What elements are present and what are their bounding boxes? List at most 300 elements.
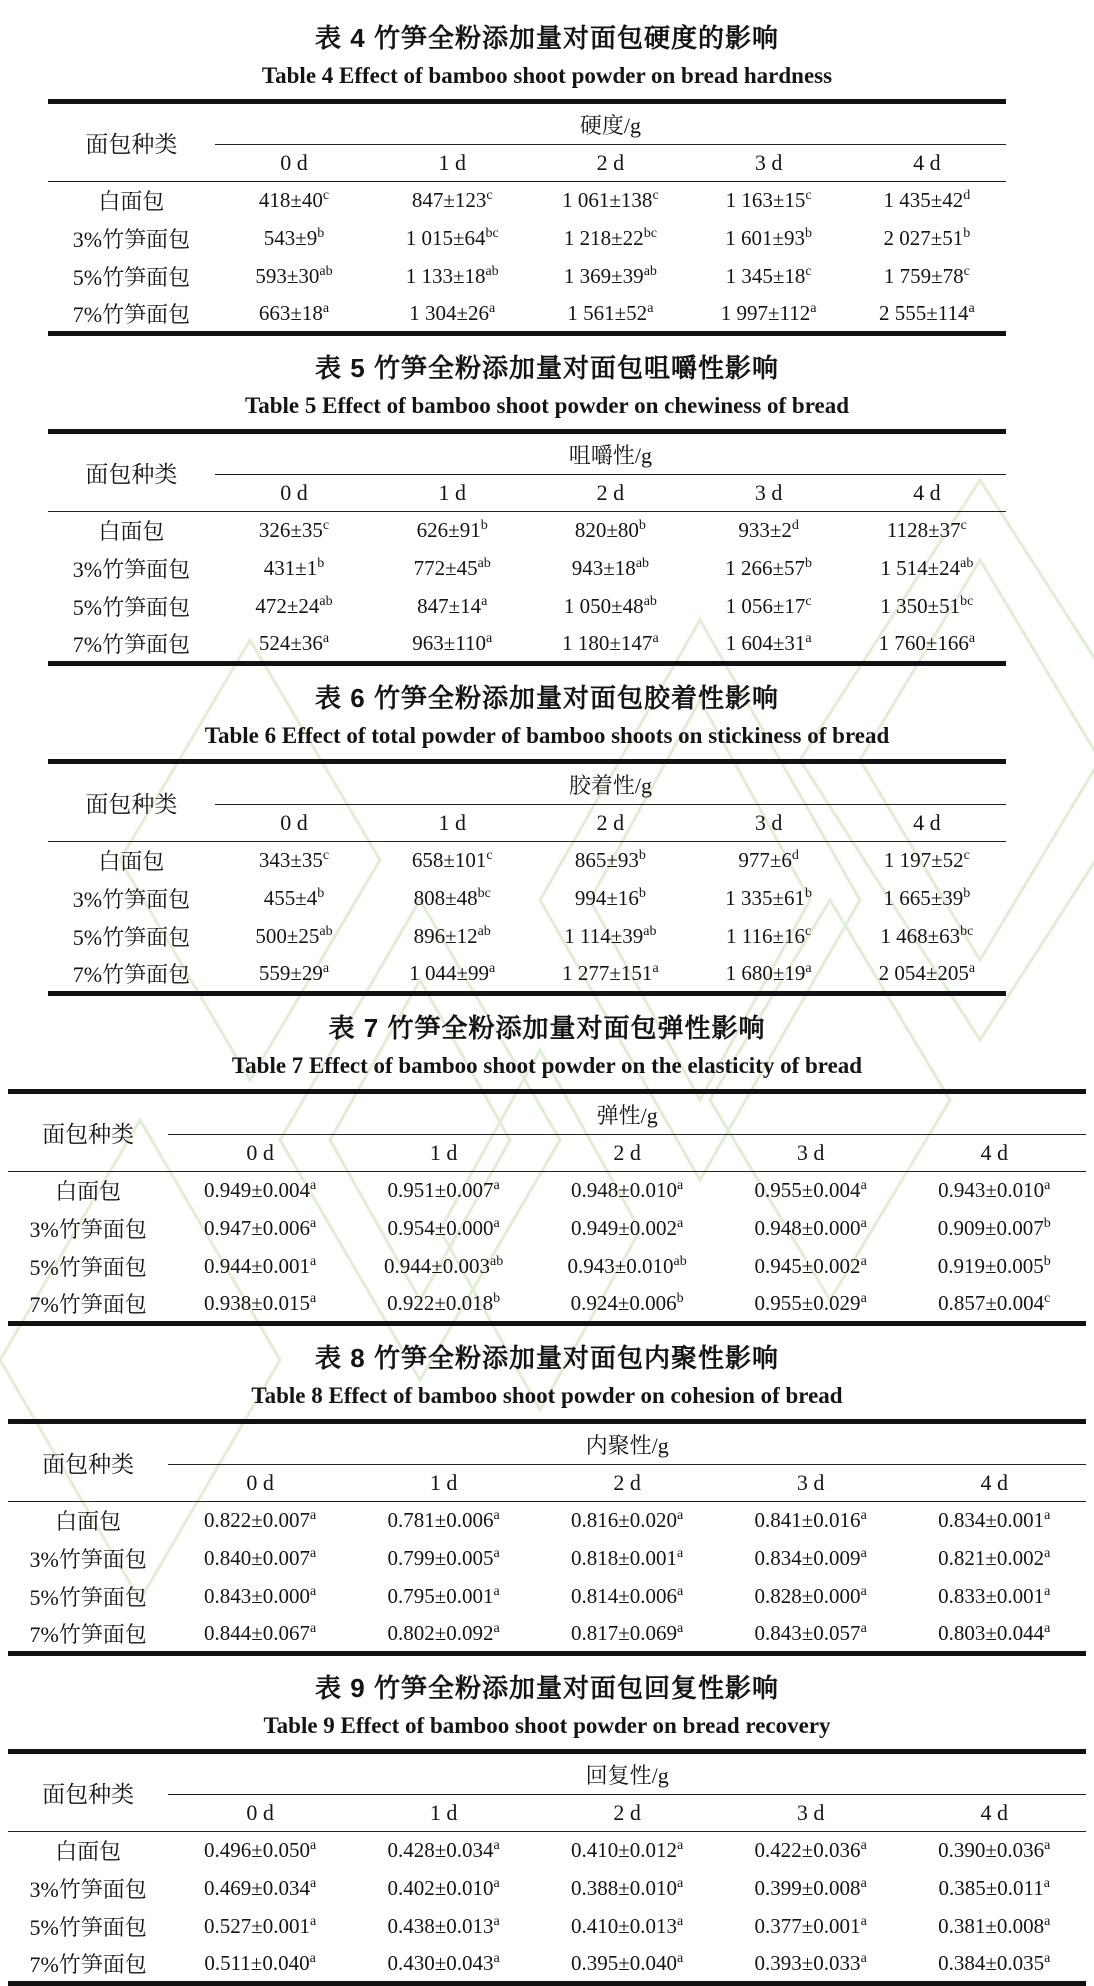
table-section [0, 1008, 1094, 1326]
significance-superscript: a [309, 1546, 317, 1561]
significance-superscript: c [1044, 1290, 1051, 1306]
data-cell: 0.814±0.006$^a$ [571, 1584, 684, 1608]
significance-superscript: a [493, 1950, 500, 1966]
data-cell: 0.438±0.013$^a$ [387, 1914, 500, 1938]
data-cell: $543\pm 9^b$ [263, 226, 325, 250]
data-cell: $472\pm 24^{ab}$ [255, 594, 333, 618]
significance-superscript: a [677, 1216, 684, 1231]
table-row [48, 588, 1006, 626]
data-cell: 1 $468\pm 63^{bc}$ [880, 924, 974, 948]
table-title-zh: 表 8 竹笋全粉添加量对面包内聚性影响 [315, 1343, 779, 1373]
data-cell: $455\pm 4^b$ [263, 886, 325, 910]
data-cell: 1 $369\pm 39^{ab}$ [563, 264, 657, 288]
significance-superscript: bc [960, 924, 974, 939]
significance-superscript: b [317, 556, 325, 571]
measure-header: 内聚性/g [168, 1422, 1086, 1465]
data-cell: 0.422±0.036$^a$ [754, 1838, 867, 1863]
header-row-measure [8, 1752, 1086, 1795]
data-cell: $943\pm 18^{ab}$ [571, 556, 650, 580]
table-body [8, 1832, 1086, 1984]
data-cell: 0.943±0.010$^a$ [938, 1178, 1051, 1203]
day-column-header: 4 d [902, 1465, 1086, 1502]
bread-type-label: 白面包 [98, 189, 165, 215]
significance-superscript: a [1043, 1876, 1050, 1891]
day-column-header: 0 d [168, 1465, 352, 1502]
measure-header: 胶着性/g [215, 762, 1006, 805]
significance-superscript: a [309, 1178, 317, 1194]
significance-superscript: ab [319, 924, 333, 939]
day-column-header: 2 d [531, 475, 689, 512]
table-row [8, 1248, 1086, 1286]
data-cell: $658\pm 101^c$ [411, 848, 493, 873]
data-cell: 1 $050\pm 48^{ab}$ [563, 594, 657, 618]
data-cell: 0.527±0.001$^a$ [203, 1914, 317, 1938]
table-row [8, 1908, 1086, 1946]
significance-superscript: a [860, 1178, 867, 1194]
significance-superscript: a [493, 1216, 500, 1231]
data-cell: 0.795±0.001$^a$ [387, 1584, 500, 1608]
significance-superscript: b [805, 226, 813, 241]
data-cell: 0.951±0.007$^a$ [387, 1178, 500, 1203]
table-title-zh: 表 6 竹笋全粉添加量对面包胶着性影响 [315, 683, 779, 713]
data-cell: 0.388±0.010$^a$ [571, 1876, 684, 1900]
data-cell: 1 $561\pm 52^a$ [567, 300, 654, 325]
data-cell: 0.834±0.001$^a$ [938, 1508, 1051, 1533]
table-row [8, 1210, 1086, 1248]
significance-superscript: a [1044, 1620, 1051, 1636]
bread-type-label: 7%竹笋面包 [72, 301, 191, 327]
data-cell: $847\pm 123^c$ [411, 188, 493, 213]
significance-superscript: a [493, 1620, 500, 1636]
row-group-header: 面包种类 [8, 1422, 168, 1502]
table-title-en: Table 9 Effect of bamboo shoot powder on bread recovery [263, 1713, 831, 1738]
data-cell: 1 $056\pm 17^c$ [725, 594, 812, 618]
day-column-header: 2 d [535, 1795, 719, 1832]
data-cell: 1 $304\pm 26^a$ [409, 300, 496, 325]
table-row [8, 1286, 1086, 1324]
significance-superscript: b [1043, 1254, 1051, 1269]
table-row [8, 1540, 1086, 1578]
data-cell: $431\pm 1^b$ [263, 556, 325, 580]
data-cell: 0.944±0.001$^a$ [203, 1254, 317, 1278]
significance-superscript: b [963, 226, 971, 241]
day-column-header: 2 d [531, 145, 689, 182]
table-row [8, 1616, 1086, 1654]
data-cell: 0.843±0.057$^a$ [754, 1620, 867, 1645]
table-body [48, 512, 1006, 664]
table-header [8, 1752, 1086, 1832]
day-column-header: 4 d [848, 145, 1006, 182]
data-cell: 0.822±0.007$^a$ [203, 1508, 317, 1533]
data-table [48, 759, 1006, 996]
day-column-header: 1 d [352, 1135, 536, 1172]
significance-superscript: a [493, 1914, 500, 1929]
significance-superscript: a [488, 960, 496, 976]
significance-superscript: a [1044, 1950, 1051, 1966]
bread-type-label: 3%竹笋面包 [29, 1877, 147, 1902]
table-header [8, 1422, 1086, 1502]
significance-superscript: a [493, 1584, 500, 1599]
data-cell: 1 $601\pm 93^b$ [725, 226, 813, 250]
significance-superscript: ab [643, 594, 657, 609]
significance-superscript: d [791, 848, 799, 864]
day-column-header: 0 d [168, 1135, 352, 1172]
significance-superscript: a [309, 1914, 317, 1929]
day-column-header: 1 d [373, 145, 531, 182]
data-cell: 1 $197\pm 52^c$ [883, 848, 970, 873]
table-row [48, 626, 1006, 664]
bread-type-label: 3%竹笋面包 [29, 1217, 147, 1242]
data-cell: 1 $180\pm 147^a$ [562, 630, 659, 655]
significance-superscript: a [309, 1838, 317, 1854]
data-cell: 0.799±0.005$^a$ [387, 1546, 500, 1570]
data-cell: 0.803±0.044$^a$ [938, 1620, 1051, 1645]
data-cell: 1 $335\pm 61^b$ [725, 886, 813, 910]
significance-superscript: a [1044, 1546, 1051, 1561]
data-cell: $663\pm 18^a$ [258, 300, 330, 325]
significance-superscript: a [968, 960, 976, 976]
data-cell: $808\pm 48^{bc}$ [413, 886, 491, 910]
data-cell: 0.430±0.043$^a$ [387, 1950, 500, 1975]
significance-superscript: a [322, 300, 330, 316]
data-cell: 1 $015\pm 64^{bc}$ [405, 226, 499, 250]
significance-superscript: a [309, 1876, 317, 1891]
data-cell: 2 $054\pm 205^a$ [878, 960, 976, 985]
significance-superscript: d [963, 188, 971, 204]
significance-superscript: a [860, 1914, 867, 1929]
data-cell: 0.954±0.000$^a$ [387, 1216, 500, 1240]
table-row [48, 550, 1006, 588]
data-cell: 0.385±0.011$^a$ [938, 1876, 1050, 1900]
row-group-header: 面包种类 [48, 432, 215, 512]
significance-superscript: c [322, 188, 330, 204]
significance-superscript: a [1044, 1508, 1051, 1524]
significance-superscript: a [677, 1546, 684, 1561]
bread-type-label: 5%竹笋面包 [72, 595, 191, 620]
data-cell: 0.511±0.040$^a$ [204, 1950, 316, 1975]
table-title-en: Table 4 Effect of bamboo shoot powder on bread hardness [261, 63, 833, 88]
significance-superscript: c [805, 594, 812, 609]
table-title-zh: 表 4 竹笋全粉添加量对面包硬度的影响 [315, 23, 779, 53]
bread-type-label: 3%竹笋面包 [72, 887, 191, 912]
day-column-header: 1 d [373, 805, 531, 842]
bread-type-label: 7%竹笋面包 [29, 1951, 147, 1977]
day-column-header: 1 d [352, 1465, 536, 1502]
header-row-measure [8, 1092, 1086, 1135]
row-group-header: 面包种类 [8, 1092, 168, 1172]
day-column-header: 1 d [373, 475, 531, 512]
significance-superscript: c [963, 848, 970, 864]
table-title-zh: 表 7 竹笋全粉添加量对面包弹性影响 [328, 1013, 766, 1043]
data-cell: 0.816±0.020$^a$ [571, 1508, 684, 1533]
significance-superscript: a [493, 1178, 500, 1194]
data-table [8, 1089, 1086, 1326]
significance-superscript: c [805, 188, 812, 204]
data-cell: 1 $116\pm 16^c$ [726, 924, 812, 948]
data-cell: 0.843±0.000$^a$ [203, 1584, 317, 1608]
data-cell: $772\pm 45^{ab}$ [413, 556, 491, 580]
row-group-header: 面包种类 [48, 762, 215, 842]
day-column-header: 4 d [902, 1135, 1086, 1172]
significance-superscript: a [322, 960, 330, 976]
data-cell: 1 $345\pm 18^c$ [725, 264, 812, 288]
significance-superscript: ab [477, 924, 491, 939]
data-cell: 0.924±0.006$^b$ [570, 1290, 684, 1315]
data-cell: 0.955±0.029$^a$ [754, 1290, 867, 1315]
table-row [48, 182, 1006, 220]
significance-superscript: c [963, 264, 970, 279]
table-section [0, 678, 1094, 996]
table-body [48, 842, 1006, 994]
significance-superscript: c [805, 924, 812, 939]
data-table [8, 1749, 1086, 1986]
data-cell: $326\pm 35^c$ [258, 518, 330, 543]
significance-superscript: a [677, 1508, 684, 1524]
measure-header: 回复性/g [168, 1752, 1086, 1795]
significance-superscript: ab [485, 264, 499, 279]
significance-superscript: a [860, 1584, 867, 1599]
data-cell: 0.817±0.069$^a$ [571, 1620, 684, 1645]
table-row [8, 1946, 1086, 1984]
significance-superscript: a [1044, 1178, 1051, 1194]
bread-type-label: 3%竹笋面包 [72, 227, 191, 252]
significance-superscript: a [860, 1838, 867, 1854]
data-cell: 0.428±0.034$^a$ [387, 1838, 500, 1863]
day-column-header: 0 d [215, 475, 373, 512]
table-row [48, 220, 1006, 258]
table-section [0, 1338, 1094, 1656]
significance-superscript: c [486, 188, 493, 204]
table-row [48, 956, 1006, 994]
significance-superscript: a [1044, 1584, 1051, 1599]
table-header [48, 762, 1006, 842]
data-cell: 0.496±0.050$^a$ [203, 1838, 317, 1863]
table-row [8, 1870, 1086, 1908]
bread-type-label: 3%竹笋面包 [72, 557, 191, 582]
header-row-days [8, 1135, 1086, 1172]
day-column-header: 2 d [535, 1135, 719, 1172]
table-row [48, 258, 1006, 296]
day-column-header: 0 d [215, 145, 373, 182]
data-table [8, 1419, 1086, 1656]
data-cell: 0.802±0.092$^a$ [387, 1620, 500, 1645]
significance-superscript: ab [319, 264, 333, 279]
table-header [48, 102, 1006, 182]
bread-type-label: 白面包 [98, 849, 165, 875]
data-cell: 0.948±0.010$^a$ [571, 1178, 684, 1203]
significance-superscript: a [677, 1584, 684, 1599]
table-title-zh: 表 9 竹笋全粉添加量对面包回复性影响 [315, 1673, 779, 1703]
data-cell: 0.410±0.013$^a$ [571, 1914, 684, 1938]
data-cell: 1 $163\pm 15^c$ [725, 188, 812, 213]
significance-superscript: a [677, 1876, 684, 1891]
bread-type-label: 3%竹笋面包 [29, 1547, 147, 1572]
day-column-header: 4 d [848, 475, 1006, 512]
table-row [48, 880, 1006, 918]
significance-superscript: a [860, 1546, 867, 1561]
significance-superscript: a [322, 630, 330, 646]
row-group-header: 面包种类 [48, 102, 215, 182]
data-cell: $626\pm 91^b$ [416, 518, 488, 543]
day-column-header: 3 d [690, 805, 848, 842]
day-column-header: 2 d [531, 805, 689, 842]
data-cell: 1 $114\pm 39^{ab}$ [564, 924, 657, 948]
data-cell: 0.909±0.007$^b$ [937, 1216, 1051, 1240]
significance-superscript: bc [960, 594, 974, 609]
bread-type-label: 7%竹笋面包 [29, 1291, 147, 1317]
data-cell: $593\pm 30^{ab}$ [255, 264, 333, 288]
significance-superscript: a [1044, 1914, 1051, 1929]
significance-superscript: ab [643, 924, 657, 939]
significance-superscript: c [652, 188, 659, 204]
significance-superscript: a [493, 1508, 500, 1524]
data-cell: 0.377±0.001$^a$ [754, 1914, 867, 1938]
data-cell: 0.393±0.033$^a$ [754, 1950, 867, 1975]
significance-superscript: a [860, 1508, 867, 1524]
data-cell: 1 $277\pm 151^a$ [562, 960, 659, 985]
data-cell: $933\pm 2^d$ [738, 518, 799, 543]
bread-type-label: 7%竹笋面包 [29, 1621, 147, 1647]
significance-superscript: a [309, 1584, 317, 1599]
table-title-en: Table 5 Effect of bamboo shoot powder on chewiness of bread [245, 393, 849, 418]
significance-superscript: c [322, 518, 330, 534]
significance-superscript: a [677, 1914, 684, 1929]
data-cell: $977\pm 6^d$ [738, 848, 799, 873]
bread-type-label: 5%竹笋面包 [29, 1585, 147, 1610]
table-title-en: Table 8 Effect of bamboo shoot powder on cohesion of bread [251, 1383, 843, 1408]
data-cell: 0.840±0.007$^a$ [203, 1546, 317, 1570]
table-section [0, 348, 1094, 666]
significance-superscript: a [309, 1620, 317, 1636]
significance-superscript: c [960, 518, 967, 534]
data-cell: 0.948±0.000$^a$ [754, 1216, 867, 1240]
day-column-header: 3 d [690, 475, 848, 512]
data-cell: 0.949±0.002$^a$ [571, 1216, 684, 1240]
significance-superscript: a [493, 1546, 500, 1561]
significance-superscript: a [860, 1950, 867, 1966]
significance-superscript: a [493, 1838, 500, 1854]
significance-superscript: b [638, 518, 646, 534]
data-cell: 1 $680\pm 19^a$ [725, 960, 812, 985]
data-cell: 1 $665\pm 39^b$ [883, 886, 971, 910]
table-row [48, 842, 1006, 880]
table-title-en: Table 7 Effect of bamboo shoot powder on the elasticity of bread [231, 1053, 863, 1078]
data-table [48, 99, 1006, 336]
significance-superscript: a [488, 300, 496, 316]
data-cell: 1 $044\pm 99^a$ [409, 960, 496, 985]
bread-type-label: 白面包 [98, 519, 165, 545]
bread-type-label: 5%竹笋面包 [72, 265, 191, 290]
table-section [0, 1668, 1094, 1986]
data-cell: 1 $514\pm 24^{ab}$ [880, 556, 974, 580]
significance-superscript: bc [477, 886, 491, 901]
table-header [48, 432, 1006, 512]
data-cell: $994\pm 16^b$ [574, 886, 646, 910]
significance-superscript: a [677, 1950, 684, 1966]
bread-type-label: 白面包 [55, 1179, 122, 1205]
table-row [48, 296, 1006, 334]
data-cell: 1 $760\pm 166^a$ [878, 630, 976, 655]
significance-superscript: ab [960, 556, 974, 571]
significance-superscript: ab [490, 1254, 504, 1269]
data-cell: 0.922±0.018$^b$ [387, 1290, 501, 1315]
data-cell: 0.944±0.003$^{ab}$ [383, 1254, 504, 1278]
data-cell: 0.834±0.009$^a$ [754, 1546, 867, 1570]
significance-superscript: a [309, 1290, 317, 1306]
header-row-measure [48, 102, 1006, 145]
data-cell: 0.857±0.004$^c$ [938, 1290, 1051, 1315]
day-column-header: 3 d [690, 145, 848, 182]
significance-superscript: a [677, 1178, 684, 1194]
significance-superscript: a [652, 960, 659, 976]
data-cell: 0.381±0.008$^a$ [938, 1914, 1051, 1938]
data-cell: 0.945±0.002$^a$ [754, 1254, 867, 1278]
significance-superscript: a [860, 1876, 867, 1891]
day-column-header: 1 d [352, 1795, 536, 1832]
measure-header: 弹性/g [168, 1092, 1086, 1135]
data-cell: 0.781±0.006$^a$ [387, 1508, 500, 1533]
data-cell: 0.955±0.004$^a$ [754, 1178, 867, 1203]
day-column-header: 3 d [719, 1795, 903, 1832]
measure-header: 硬度/g [215, 102, 1006, 145]
table-row [8, 1832, 1086, 1870]
header-row-days [8, 1795, 1086, 1832]
significance-superscript: b [317, 226, 325, 241]
data-cell: 0.395±0.040$^a$ [571, 1950, 684, 1975]
data-cell: 0.390±0.036$^a$ [938, 1838, 1051, 1863]
table-row [48, 512, 1006, 550]
data-cell: $524\pm 36^a$ [258, 630, 330, 655]
data-cell: $847\pm 14^a$ [417, 594, 488, 618]
data-cell: 1 $435\pm 42^d$ [883, 188, 971, 213]
data-cell: $865\pm 93^b$ [574, 848, 646, 873]
significance-superscript: b [317, 886, 325, 901]
significance-superscript: a [481, 594, 488, 609]
data-cell: 0.828±0.000$^a$ [754, 1584, 867, 1608]
bread-type-label: 5%竹笋面包 [29, 1255, 147, 1280]
bread-type-label: 7%竹笋面包 [72, 631, 191, 657]
bread-type-label: 7%竹笋面包 [72, 961, 191, 987]
data-cell: 1 $997\pm 112^a$ [720, 300, 817, 325]
significance-superscript: a [677, 1838, 684, 1854]
table-row [48, 918, 1006, 956]
data-cell: 2 $555\pm 114^a$ [879, 300, 975, 325]
data-cell: 0.402±0.010$^a$ [387, 1876, 500, 1900]
data-cell: 0.949±0.004$^a$ [203, 1178, 317, 1203]
significance-superscript: a [968, 630, 976, 646]
table-title-en: Table 6 Effect of total powder of bamboo shoots on stickiness of bread [204, 723, 890, 748]
significance-superscript: c [486, 848, 493, 864]
table-title-zh: 表 5 竹笋全粉添加量对面包咀嚼性影响 [315, 353, 779, 383]
significance-superscript: b [963, 886, 971, 901]
significance-superscript: b [638, 848, 646, 864]
significance-superscript: a [860, 1254, 867, 1269]
header-row-measure [8, 1422, 1086, 1465]
significance-superscript: b [480, 518, 488, 534]
significance-superscript: c [322, 848, 330, 864]
data-cell: 1 $604\pm 31^a$ [725, 630, 812, 655]
data-cell: 0.947±0.006$^a$ [203, 1216, 317, 1240]
significance-superscript: a [1044, 1838, 1051, 1854]
significance-superscript: ab [477, 556, 491, 571]
significance-superscript: b [805, 556, 813, 571]
data-cell: 2 $027\pm 51^b$ [883, 226, 971, 250]
day-column-header: 3 d [719, 1135, 903, 1172]
data-cell: 0.919±0.005$^b$ [937, 1254, 1051, 1278]
day-column-header: 0 d [215, 805, 373, 842]
table-body [8, 1172, 1086, 1324]
data-cell: 1 $061\pm 138^c$ [562, 188, 659, 213]
